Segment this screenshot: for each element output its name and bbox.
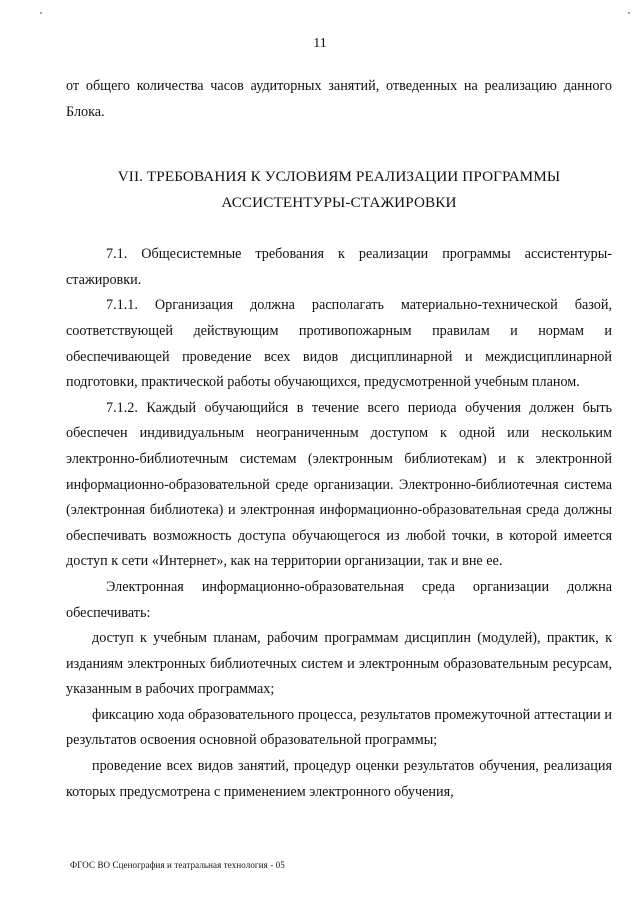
page-number: 11: [313, 36, 327, 51]
paragraph-7-1-1: 7.1.1. Организация должна располагать материально-технической базой, соответствующей действующим противопожарным правилам и нормам и обеспечивающей проведение всех видов дисциплинарной и междисциплинарной подготовки, практической работы обучающихся, предусмотренной учебным планом.: [66, 297, 612, 391]
scan-dot: [628, 12, 630, 14]
list-item: фиксацию хода образовательного процесса, результатов промежуточной аттестации и результатов освоения основной образовательной программы;: [66, 706, 612, 749]
section-heading-line-2: АССИСТЕНТУРЫ-СТАЖИРОВКИ: [221, 194, 457, 212]
paragraph-7-1: 7.1. Общесистемные требования к реализации программы ассистентуры-стажировки.: [66, 246, 612, 288]
document-footer: ФГОС ВО Сценография и театральная технология - 05: [70, 860, 285, 870]
section-heading: [66, 164, 612, 216]
paragraph-eios: Электронная информационно-образовательная среда организации должна обеспечивать:: [66, 578, 612, 621]
section-heading-line-1: VII. ТРЕБОВАНИЯ К УСЛОВИЯМ РЕАЛИЗАЦИИ ПРОГРАММЫ: [117, 168, 561, 186]
list-item: проведение всех видов занятий, процедур оценки результатов обучения, реализация которых предусмотрена с применением электронного обучения,: [66, 758, 612, 800]
document-body: [66, 74, 612, 805]
scan-dot: [40, 12, 42, 14]
paragraph-7-1-2: 7.1.2. Каждый обучающийся в течение всего периода обучения должен быть обеспечен индивидуальным неограниченным доступом к одной или нескольким электронно-библиотечным системам (электронным библиотекам) и к электронной информационно-образовательной среде организации. Электронно-библиотечная система (электронная библиотека) и электронная информационно-образовательная среда должны обеспечивать возможность доступа обучающегося из любой точки, в которой имеется доступ к сети «Интернет», как на территории организации, так и вне ее.: [66, 399, 612, 570]
continuation-paragraph: от общего количества часов аудиторных занятий, отведенных на реализацию данного Блока.: [66, 78, 612, 120]
list-item: доступ к учебным планам, рабочим программам дисциплин (модулей), практик, к изданиям электронных библиотечных систем и электронным образовательным ресурсам, указанным в рабочих программах;: [66, 630, 612, 698]
